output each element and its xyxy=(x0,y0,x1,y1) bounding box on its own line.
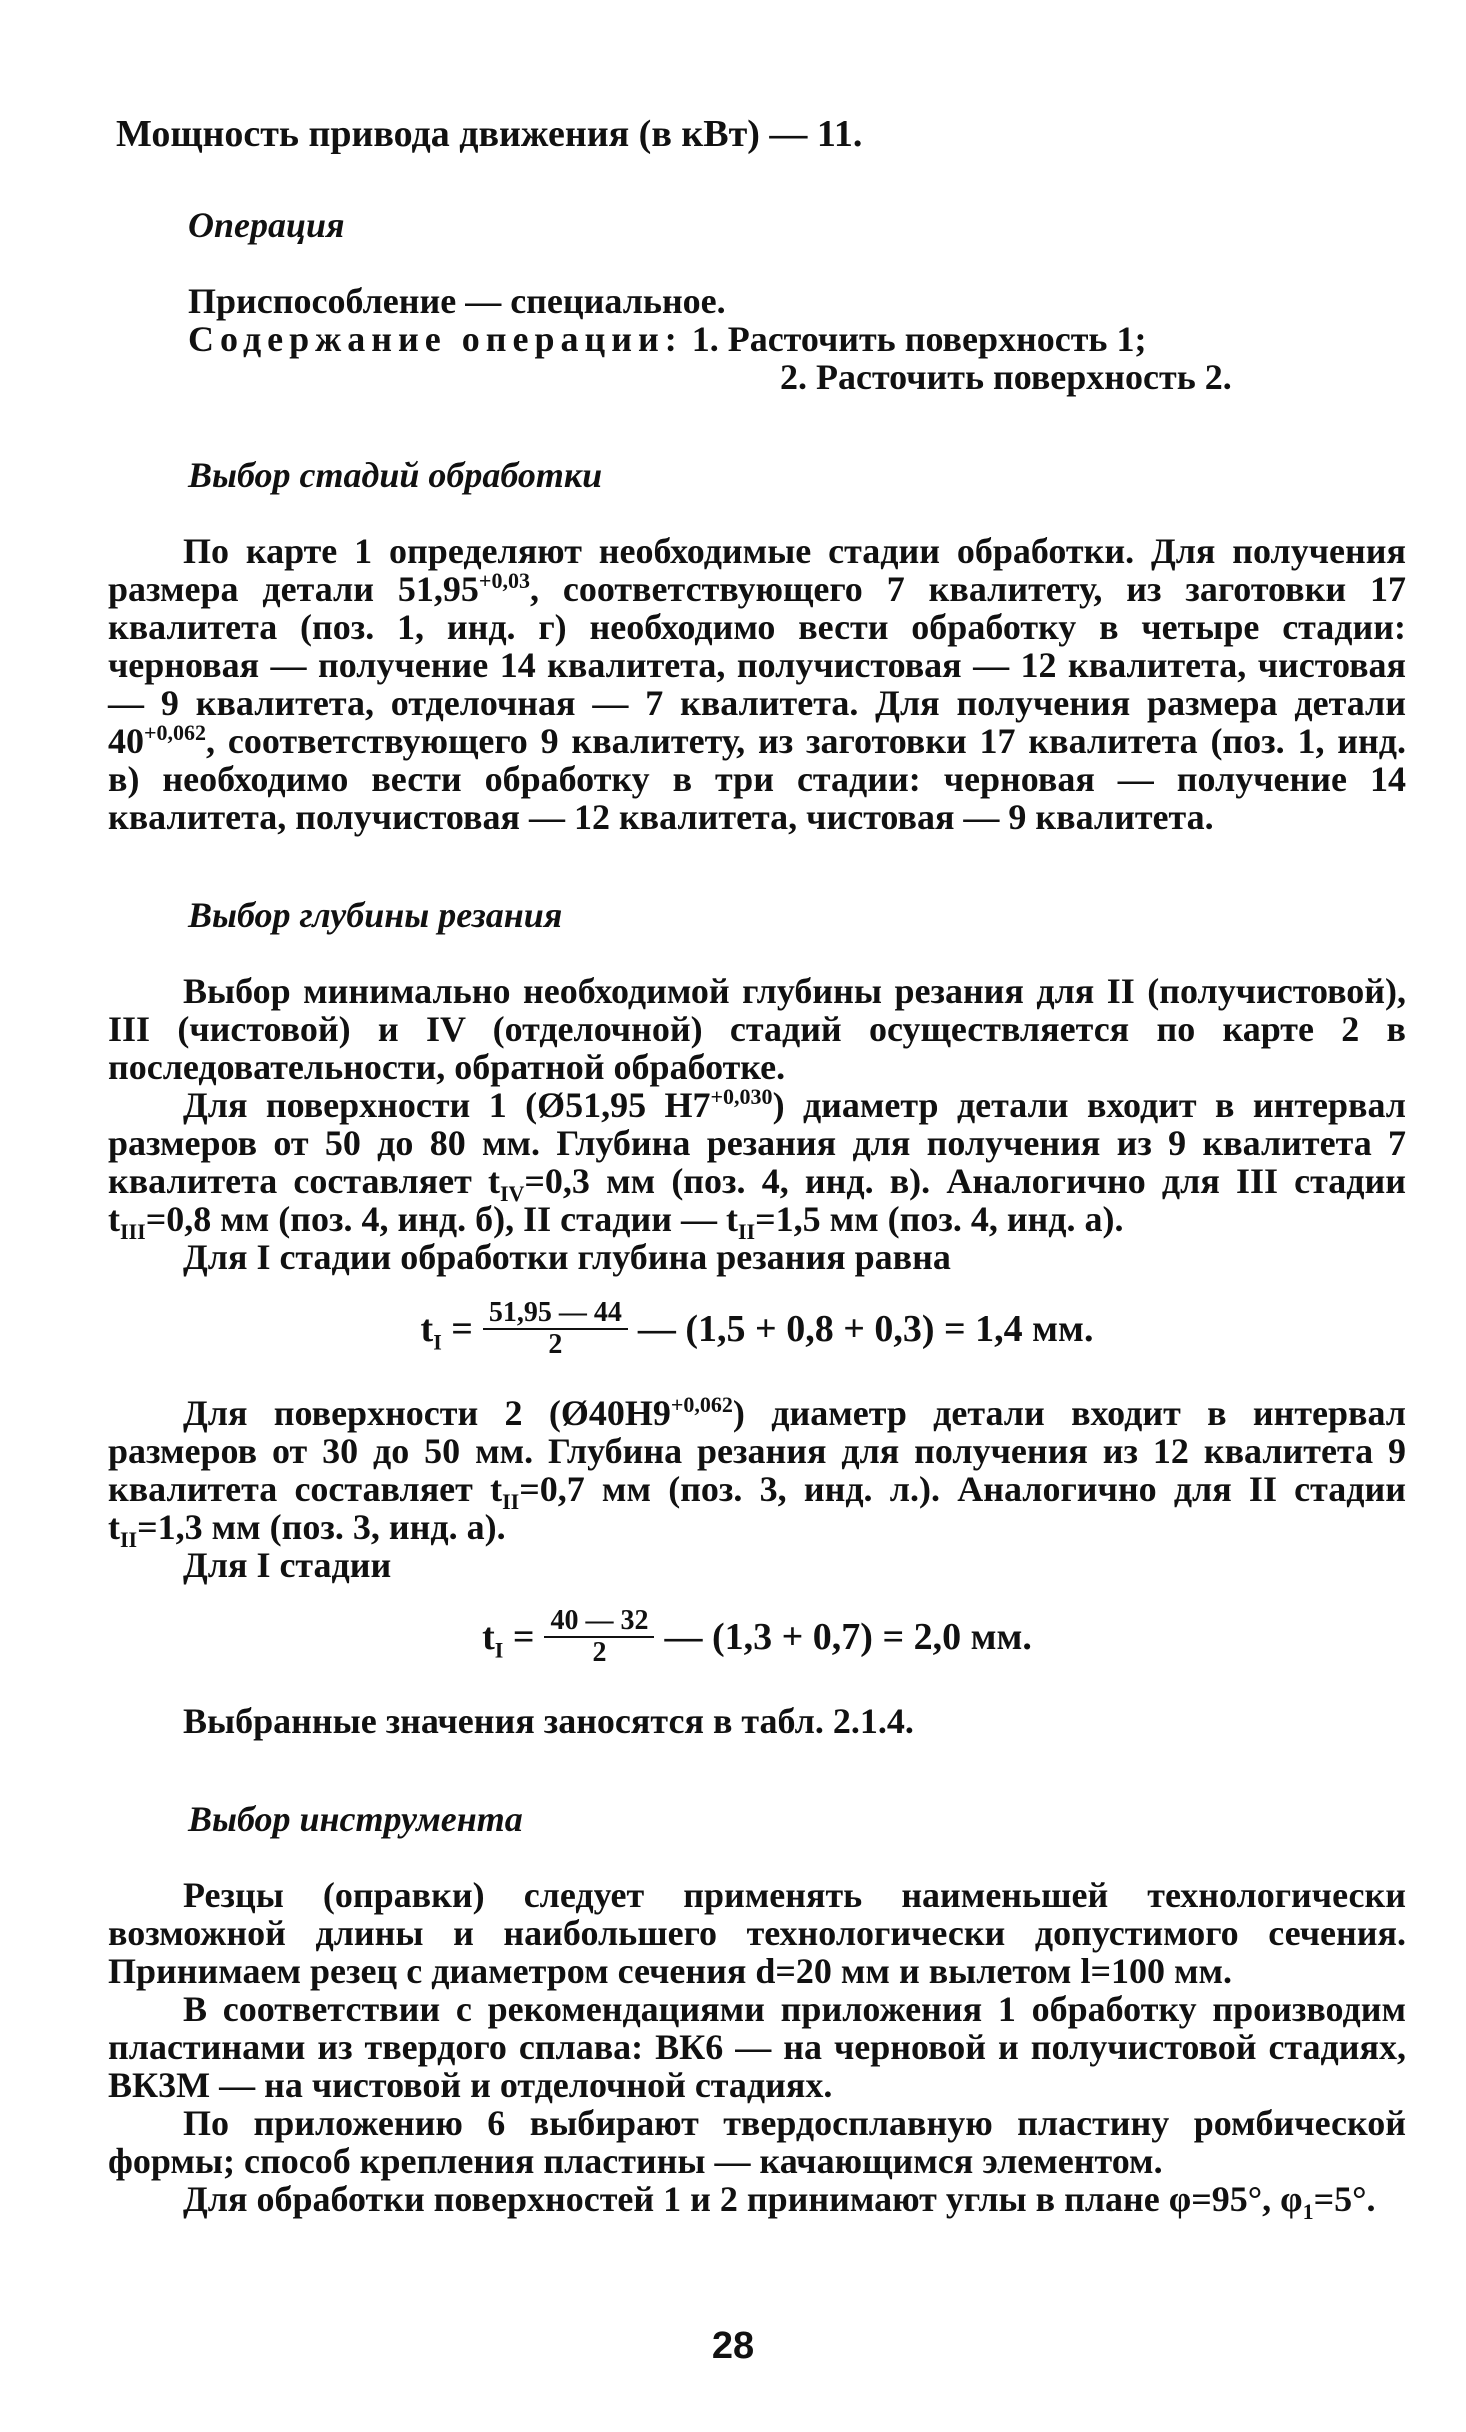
depth-paragraph-3: Для I стадии обработки глубина резания равна xyxy=(183,1237,951,1277)
depth-paragraph-1: Выбор минимально необходимой глубины резания для II (получистовой), III (чистовой) и IV (отделочной) стадий осуществляется по карте 2 в последовательности, обратной обработке. xyxy=(108,971,1406,1087)
fixture-line: Приспособление — специальное. xyxy=(188,281,726,321)
depth-heading: Выбор глубины резания xyxy=(188,895,563,935)
depth-paragraph-6: Выбранные значения заносятся в табл. 2.1.4. xyxy=(183,1701,914,1741)
formula-surface-1: $t_I$ = $\frac{51,95 — 44}{2}$ — (1,5 + 0,8 + 0,3) = 1,4 мм. xyxy=(420,1297,1094,1360)
tool-heading: Выбор инструмента xyxy=(188,1799,523,1839)
depth-paragraph-2: Для поверхности 1 (Ø51,95 $H7^{+0,030}$) диаметр детали входит в интервал размеров от 50 до 80 мм. Глубина резания для получения из 9 квалитета 7 квалитета составляет $t_{IV}=0,3$ мм (поз. 4, инд. в). Аналогично для III стадии $t_{III}=0,8$ мм (поз. 4, инд. б), II стадии — $t_{II}=1,5$ мм (поз. 4, инд. а). xyxy=(108,1084,1406,1245)
operation-heading: Операция xyxy=(188,205,345,245)
drive-power-line: Мощность привода движения (в кВт) — 11. xyxy=(116,113,863,155)
depth-paragraph-5: Для I стадии xyxy=(183,1545,392,1585)
formula-surface-2: $t_I$ = $\frac{40 — 32}{2}$ — (1,3 + 0,7) = 2,0 мм. xyxy=(482,1605,1032,1668)
page-number: 28 xyxy=(711,2325,755,2367)
fraction-1: $\frac{51,95 — 44}{2}$ xyxy=(483,1298,628,1360)
tool-paragraph-2: В соответствии с рекомендациями приложения 1 обработку производим пластинами из твердого сплава: ВК6 — на черновой и получистовой стадиях, ВК3М — на чистовой и отделочной стадиях. xyxy=(108,1989,1406,2105)
operation-content-line xyxy=(108,320,1406,358)
stages-paragraph: По карте 1 определяют необходимые стадии обработки. Для получения размера детали $51,95^{+0,03}$, соответствующего 7 квалитету, из заготовки 17 квалитета (поз. 1, инд. г) необходимо вести обработку в четыре стадии: черновая — получение 14 квалитета, получистовая — 12 квалитета, чистовая — 9 квалитета, отделочная — 7 квалитета. Для получения размера детали $40^{+0,062}$, соответствующего 9 квалитету, из заготовки 17 квалитета (поз. 1, инд. в) необходимо вести обработку в три стадии: черновая — получение 14 квалитета, получистовая — 12 квалитета, чистовая — 9 квалитета. xyxy=(108,531,1406,837)
operation-step-1: 1. Расточить поверхность 1; xyxy=(691,319,1147,359)
stages-heading: Выбор стадий обработки xyxy=(188,455,603,495)
content-label: Содержание операции: xyxy=(188,319,683,359)
depth-paragraph-4: Для поверхности 2 $(Ø40H9^{+0,062})$ диаметр детали входит в интервал размеров от 30 до 50 мм. Глубина резания для получения из 12 квалитета 9 квалитета составляет $t_{II}=0,7$ мм (поз. 3, инд. л.). Аналогично для II стадии $t_{II}=1,3$ мм (поз. 3, инд. а). xyxy=(108,1392,1406,1553)
operation-step-2: 2. Расточить поверхность 2. xyxy=(780,357,1232,397)
tool-paragraph-4: Для обработки поверхностей 1 и 2 принимают углы в плане φ=95°, $\varphi_1=5^\circ$. xyxy=(183,2179,1376,2225)
fraction-2: $\frac{40 — 32}{2}$ xyxy=(544,1606,654,1668)
tool-paragraph-3: По приложению 6 выбирают твердосплавную пластину ромбической формы; способ крепления пластины — качающимся элементом. xyxy=(108,2103,1406,2181)
tool-paragraph-1: Резцы (оправки) следует применять наименьшей технологически возможной длины и наибольшего технологически допустимого сечения. Принимаем резец с диаметром сечения d=20 мм и вылетом l=100 мм. xyxy=(108,1875,1406,1991)
